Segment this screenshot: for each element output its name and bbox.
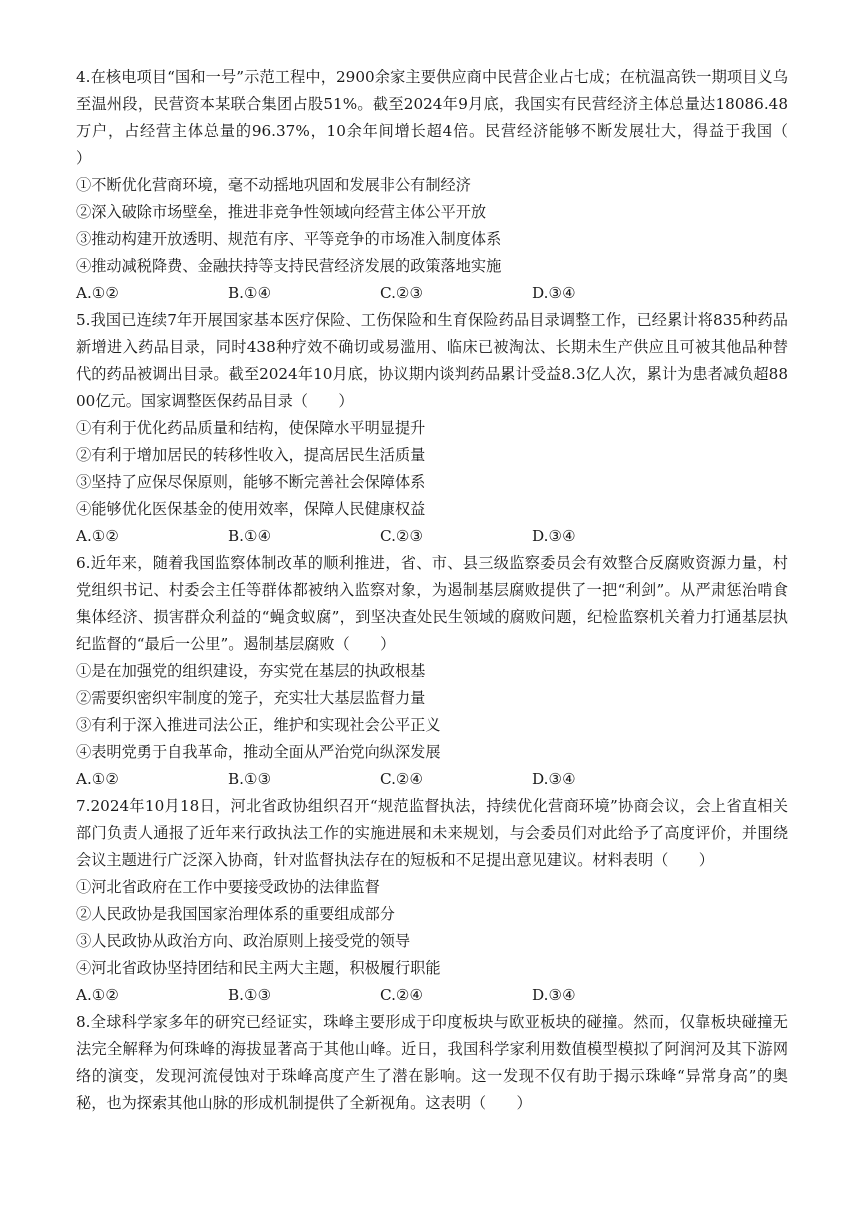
option-2: ②深入破除市场壁垒，推进非竞争性领域向经营主体公平开放 bbox=[76, 203, 487, 221]
option-2: ②人民政协是我国国家治理体系的重要组成部分 bbox=[76, 905, 395, 923]
choice-a: A.①② bbox=[76, 284, 120, 302]
question-7 bbox=[76, 793, 788, 1009]
choice-b: B.①③ bbox=[228, 770, 272, 788]
answer-choices bbox=[76, 280, 788, 307]
option-1: ①河北省政府在工作中要接受政协的法律监督 bbox=[76, 878, 380, 896]
option-3: ③坚持了应保尽保原则，能够不断完善社会保障体系 bbox=[76, 473, 426, 491]
exam-page bbox=[76, 64, 819, 1117]
question-8 bbox=[76, 1009, 788, 1117]
question-stem: 5.我国已连续7年开展国家基本医疗保险、工伤保险和生育保险药品目录调整工作，已经累计将835种药品新增进入药品目录，同时438种疗效不确切或易滥用、临床已被淘汰、长期未生产供应且可被其他品种替代的药品被调出目录。截至2024年10月底，协议期内谈判药品累计受益8.3亿人次，累计为患者减负超8800亿元。国家调整医保药品目录（ ） bbox=[76, 311, 788, 410]
option-4: ④推动减税降费、金融扶持等支持民营经济发展的政策落地实施 bbox=[76, 257, 502, 275]
answer-choices bbox=[76, 766, 788, 793]
choice-b: B.①④ bbox=[228, 527, 272, 545]
choice-b: B.①④ bbox=[228, 284, 272, 302]
answer-choices bbox=[76, 523, 788, 550]
option-3: ③有利于深入推进司法公正，维护和实现社会公平正义 bbox=[76, 716, 441, 734]
option-1: ①不断优化营商环境，毫不动摇地巩固和发展非公有制经济 bbox=[76, 176, 471, 194]
option-1: ①有利于优化药品质量和结构，使保障水平明显提升 bbox=[76, 419, 426, 437]
choice-c: C.②③ bbox=[380, 527, 424, 545]
choice-a: A.①② bbox=[76, 986, 120, 1004]
choice-d: D.③④ bbox=[532, 986, 576, 1004]
option-3: ③推动构建开放透明、规范有序、平等竞争的市场准入制度体系 bbox=[76, 230, 502, 248]
question-stem: 6.近年来，随着我国监察体制改革的顺利推进，省、市、县三级监察委员会有效整合反腐败资源力量，村党组织书记、村委会主任等群体都被纳入监察对象，为遏制基层腐败提供了一把“利剑”。从严肃惩治啃食集体经济、损害群众利益的“蝇贪蚁腐”，到坚决查处民生领域的腐败问题，纪检监察机关着力打通基层执纪监督的“最后一公里”。遏制基层腐败（ ） bbox=[76, 554, 788, 653]
option-3: ③人民政协从政治方向、政治原则上接受党的领导 bbox=[76, 932, 411, 950]
choice-a: A.①② bbox=[76, 770, 120, 788]
choice-c: C.②③ bbox=[380, 284, 424, 302]
choice-d: D.③④ bbox=[532, 527, 576, 545]
answer-choices bbox=[76, 982, 788, 1009]
question-4 bbox=[76, 64, 819, 307]
choice-d: D.③④ bbox=[532, 284, 576, 302]
option-2: ②需要织密织牢制度的笼子，充实壮大基层监督力量 bbox=[76, 689, 426, 707]
option-4: ④能够优化医保基金的使用效率，保障人民健康权益 bbox=[76, 500, 426, 518]
question-5 bbox=[76, 307, 788, 550]
question-stem: 7.2024年10月18日，河北省政协组织召开“规范监督执法，持续优化营商环境”协商会议，会上省直相关部门负责人通报了近年来行政执法工作的实施进展和未来规划，与会委员们对此给予了高度评价，并围绕会议主题进行广泛深入协商，针对监督执法存在的短板和不足提出意见建议。材料表明（ ） bbox=[76, 797, 788, 869]
choice-c: C.②④ bbox=[380, 986, 424, 1004]
choice-d: D.③④ bbox=[532, 770, 576, 788]
option-4: ④表明党勇于自我革命，推动全面从严治党向纵深发展 bbox=[76, 743, 441, 761]
question-stem: 4.在核电项目“国和一号”示范工程中，2900余家主要供应商中民营企业占七成；在杭温高铁一期项目义乌至温州段，民营资本某联合集团占股51%。截至2024年9月底，我国实有民营经济主体总量达18086.48万户，占经营主体总量的96.37%，10余年间增长超4倍。民营经济能够不断发展壮大，得益于我国（ ） bbox=[76, 68, 819, 167]
choice-b: B.①③ bbox=[228, 986, 272, 1004]
choice-c: C.②④ bbox=[380, 770, 424, 788]
option-4: ④河北省政协坚持团结和民主两大主题，积极履行职能 bbox=[76, 959, 441, 977]
question-stem: 8.全球科学家多年的研究已经证实，珠峰主要形成于印度板块与欧亚板块的碰撞。然而，仅靠板块碰撞无法完全解释为何珠峰的海拔显著高于其他山峰。近日，我国科学家利用数值模型模拟了阿润河及其下游网络的演变，发现河流侵蚀对于珠峰高度产生了潜在影响。这一发现不仅有助于揭示珠峰“异常身高”的奥秘，也为探索其他山脉的形成机制提供了全新视角。这表明（ ） bbox=[76, 1013, 788, 1112]
option-1: ①是在加强党的组织建设，夯实党在基层的执政根基 bbox=[76, 662, 426, 680]
question-6 bbox=[76, 550, 788, 793]
choice-a: A.①② bbox=[76, 527, 120, 545]
option-2: ②有利于增加居民的转移性收入，提高居民生活质量 bbox=[76, 446, 426, 464]
